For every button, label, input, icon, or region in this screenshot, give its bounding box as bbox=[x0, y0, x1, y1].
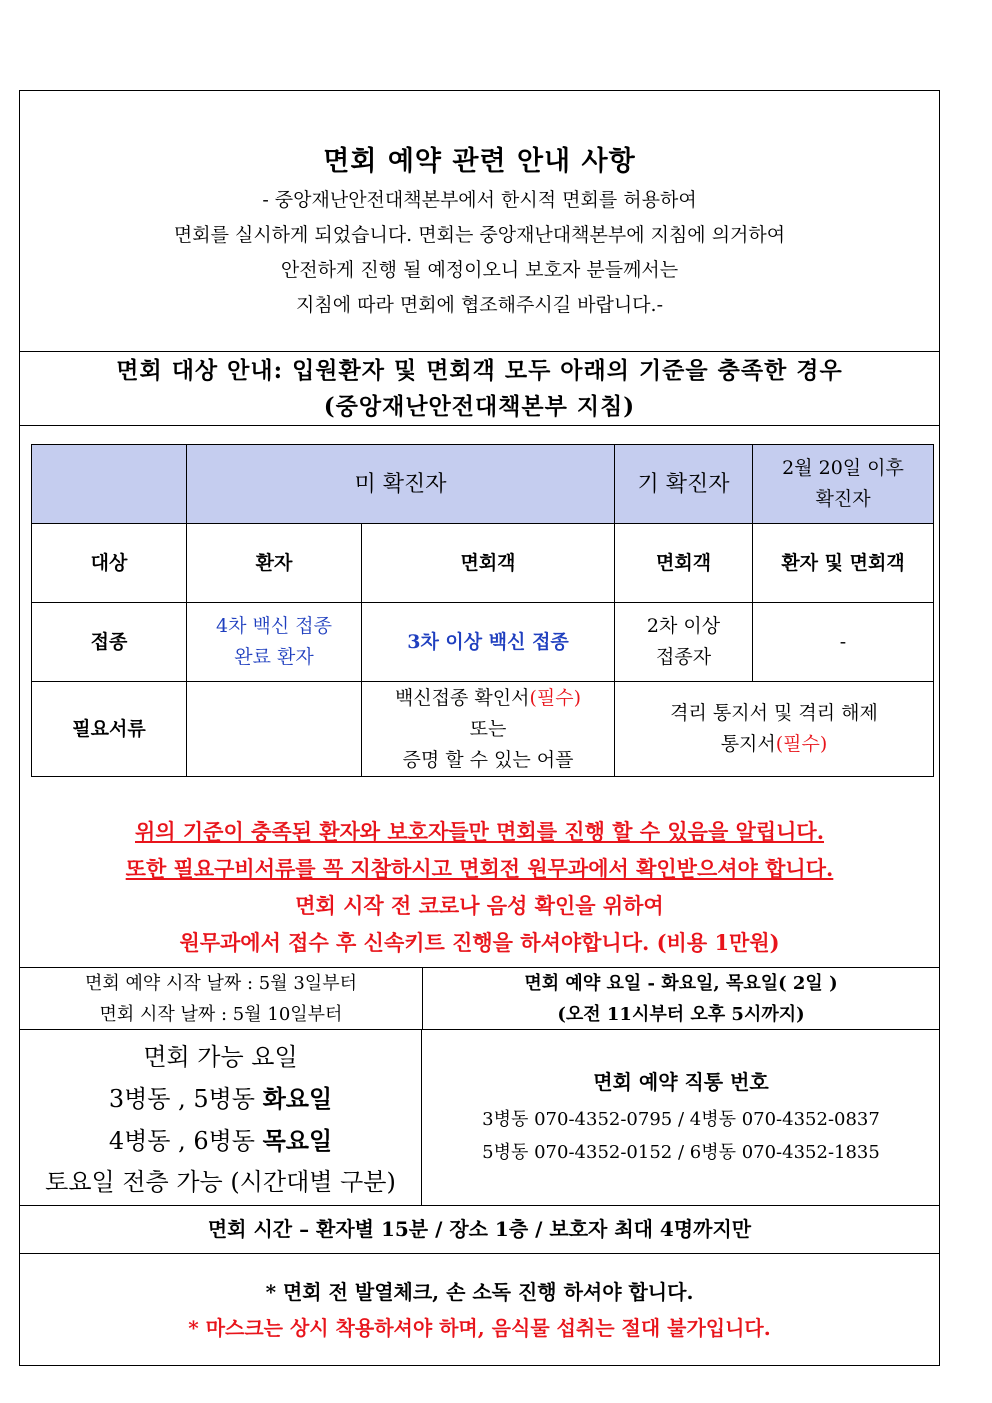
notice-line: 면회 시작 전 코로나 음성 확인을 위하여 bbox=[295, 893, 664, 918]
docs-line bbox=[615, 729, 933, 760]
visit-day: 화요일 bbox=[262, 1084, 333, 1113]
intro-line: 지침에 따라 면회에 협조해주시길 바랍니다.- bbox=[296, 294, 663, 316]
docs-line bbox=[362, 683, 614, 714]
header-empty-cell bbox=[32, 445, 187, 524]
vaccine-line: 4차 백신 접종 bbox=[216, 615, 332, 637]
cell-patient-vaccine bbox=[187, 603, 362, 682]
cell-confirmed-docs bbox=[615, 682, 934, 777]
reservation-days: 면회 예약 요일 - 화요일, 목요일( 2일 ) bbox=[524, 973, 838, 994]
required-mark: (필수) bbox=[775, 733, 828, 755]
row-label-vaccine: 접종 bbox=[32, 603, 187, 682]
criteria-table bbox=[31, 444, 934, 777]
schedule-dates bbox=[20, 968, 423, 1030]
intro-text bbox=[20, 183, 939, 323]
header-after bbox=[753, 445, 934, 524]
divider bbox=[20, 351, 939, 352]
cell-patient: 환자 bbox=[187, 524, 362, 603]
ward-list: 4병동 , 6병동 bbox=[108, 1127, 263, 1155]
cell-visitor-docs bbox=[362, 682, 615, 777]
docs-line: 또는 bbox=[469, 717, 507, 740]
saturday-note: 토요일 전층 가능 (시간대별 구분) bbox=[45, 1168, 396, 1196]
required-mark: (필수) bbox=[529, 686, 582, 709]
visit-day: 목요일 bbox=[262, 1126, 333, 1155]
available-title: 면회 가능 요일 bbox=[143, 1043, 298, 1071]
reservation-start: 면회 예약 시작 날짜 : 5월 3일부터 bbox=[85, 973, 357, 994]
target-heading bbox=[20, 353, 939, 425]
footer-line: * 면회 전 발열체크, 손 소독 진행 하셔야 합니다. bbox=[265, 1280, 694, 1304]
intro-line: 면회를 실시하게 되었습니다. 면회는 중앙재난대책본부에 지침에 의거하여 bbox=[173, 224, 786, 246]
docs-line: 격리 통지서 및 격리 해제 bbox=[670, 702, 878, 724]
notice-document bbox=[19, 90, 940, 1366]
table-row bbox=[32, 682, 934, 777]
reservation-days-box bbox=[423, 968, 939, 1030]
vaccine-line: 2차 이상 bbox=[646, 615, 721, 637]
notice-line: 위의 기준이 충족된 환자와 보호자들만 면회를 진행 할 수 있음을 알립니다. bbox=[135, 819, 824, 844]
available-days-box bbox=[20, 1030, 422, 1206]
footer-line: * 마스크는 상시 착용하셔야 하며, 음식물 섭취는 절대 불가입니다. bbox=[188, 1316, 771, 1340]
docs-text: 통지서 bbox=[720, 733, 776, 755]
visit-start: 면회 시작 날짜 : 5월 10일부터 bbox=[99, 1004, 343, 1025]
table-row bbox=[32, 524, 934, 603]
schedule-section bbox=[20, 967, 939, 1030]
phone-title: 면회 예약 직통 번호 bbox=[593, 1070, 769, 1094]
phone-line: 5병동 070-4352-0152 / 6병동 070-4352-1835 bbox=[482, 1142, 880, 1163]
ward-list: 3병동 , 5병동 bbox=[108, 1085, 263, 1113]
header-confirmed: 기 확진자 bbox=[615, 445, 753, 524]
target-line: 면회 대상 안내: 입원환자 및 면회객 모두 아래의 기준을 충족한 경우 bbox=[116, 357, 843, 384]
row-label-target: 대상 bbox=[32, 524, 187, 603]
cell-patient-docs bbox=[187, 682, 362, 777]
header-after-line: 2월 20일 이후 bbox=[782, 457, 904, 479]
reservation-hours: (오전 11시부터 오후 5시까지) bbox=[557, 1004, 805, 1025]
vaccine-line: 완료 환자 bbox=[234, 646, 314, 668]
divider bbox=[20, 425, 939, 426]
available-row bbox=[20, 1120, 421, 1162]
intro-line: 안전하게 진행 될 예정이오니 보호자 분들께서는 bbox=[280, 259, 679, 281]
table-header-row bbox=[32, 445, 934, 524]
cell-visitor-vaccine: 3차 이상 백신 접종 bbox=[362, 603, 615, 682]
page-title: 면회 예약 관련 안내 사항 bbox=[323, 146, 636, 177]
docs-line: 증명 할 수 있는 어플 bbox=[402, 748, 574, 771]
visit-time: 면회 시간 – 환자별 15분 / 장소 1층 / 보호자 최대 4명까지만 bbox=[20, 1205, 939, 1254]
notice-line: 원무과에서 접수 후 신속키트 진행을 하셔야합니다. (비용 1만원) bbox=[179, 930, 780, 955]
cell-after-vaccine: - bbox=[753, 603, 934, 682]
phone-box bbox=[423, 1030, 939, 1206]
docs-text: 백신접종 확인서 bbox=[394, 686, 530, 709]
header-after-line: 확진자 bbox=[815, 488, 871, 510]
cell-confirmed-vaccine bbox=[615, 603, 753, 682]
available-row bbox=[20, 1078, 421, 1120]
cell-visitor: 면회객 bbox=[362, 524, 615, 603]
phone-line: 3병동 070-4352-0795 / 4병동 070-4352-0837 bbox=[482, 1109, 880, 1130]
header-unconfirmed: 미 확진자 bbox=[187, 445, 615, 524]
availability-section bbox=[20, 1029, 939, 1206]
footer-notes bbox=[20, 1253, 939, 1366]
cell-after: 환자 및 면회객 bbox=[753, 524, 934, 603]
notice-line: 또한 필요구비서류를 꼭 지참하시고 면회전 원무과에서 확인받으셔야 합니다. bbox=[125, 856, 834, 881]
warning-notice bbox=[20, 813, 939, 961]
table-row bbox=[32, 603, 934, 682]
intro-line: - 중앙재난안전대책본부에서 한시적 면회를 허용하여 bbox=[262, 189, 697, 211]
cell-confirmed-visitor: 면회객 bbox=[615, 524, 753, 603]
row-label-docs: 필요서류 bbox=[32, 682, 187, 777]
vaccine-line: 접종자 bbox=[655, 646, 712, 668]
target-line: (중앙재난안전대책본부 지침) bbox=[323, 393, 636, 420]
